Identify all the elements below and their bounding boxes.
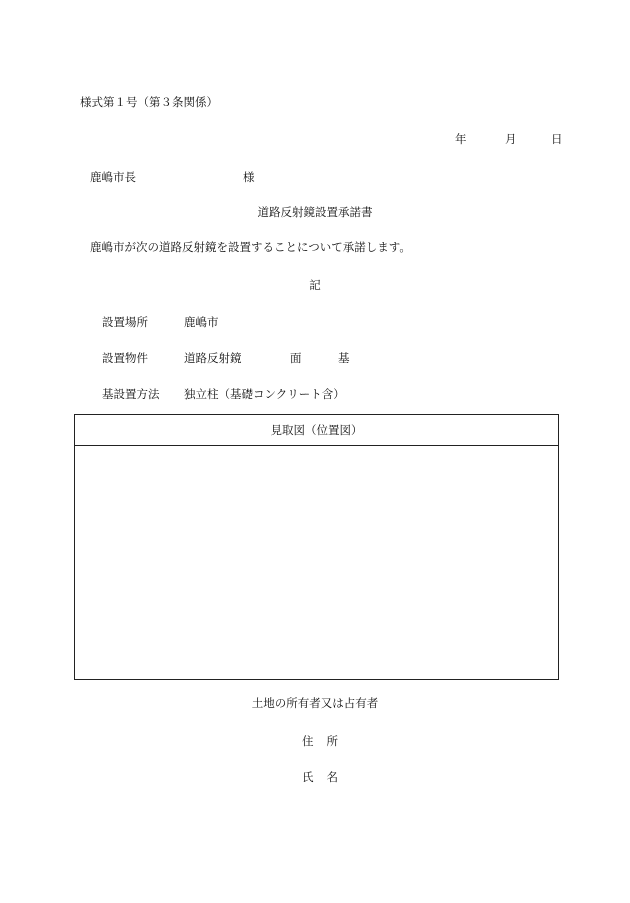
- addressee-name: 鹿嶋市長: [90, 170, 136, 184]
- site-map-box: [74, 414, 559, 680]
- object-face-unit: 面: [290, 351, 302, 365]
- document-title: 道路反射鏡設置承諾書: [257, 205, 373, 219]
- owner-address-label: [302, 736, 338, 748]
- owner-name-char-2: 名: [326, 770, 338, 784]
- owner-name-label: [302, 772, 338, 784]
- addressee-honorific: 様: [243, 170, 255, 184]
- consent-statement: 鹿嶋市が次の道路反射鏡を設置することについて承諾します。: [90, 240, 411, 254]
- date-day-label: 日: [551, 132, 563, 146]
- owner-address-char-1: 住: [302, 734, 314, 748]
- date-year-label: 年: [455, 132, 467, 146]
- site-map-header: 見取図（位置図）: [75, 415, 558, 446]
- land-owner-title: 土地の所有者又は占有者: [251, 696, 379, 710]
- location-label: 設置場所: [102, 315, 148, 329]
- form-number: 様式第１号（第３条関係）: [80, 95, 218, 109]
- object-count-unit: 基: [338, 351, 350, 365]
- owner-name-char-1: 氏: [302, 770, 314, 784]
- location-value: 鹿嶋市: [184, 315, 219, 329]
- date-month-label: 月: [505, 132, 517, 146]
- object-label: 設置物件: [102, 351, 148, 365]
- ki-heading: 記: [309, 278, 321, 292]
- owner-address-char-2: 所: [326, 734, 338, 748]
- method-value: 独立柱（基礎コンクリート含）: [184, 387, 345, 401]
- method-label: 基設置方法: [102, 387, 160, 401]
- object-value: 道路反射鏡: [184, 351, 242, 365]
